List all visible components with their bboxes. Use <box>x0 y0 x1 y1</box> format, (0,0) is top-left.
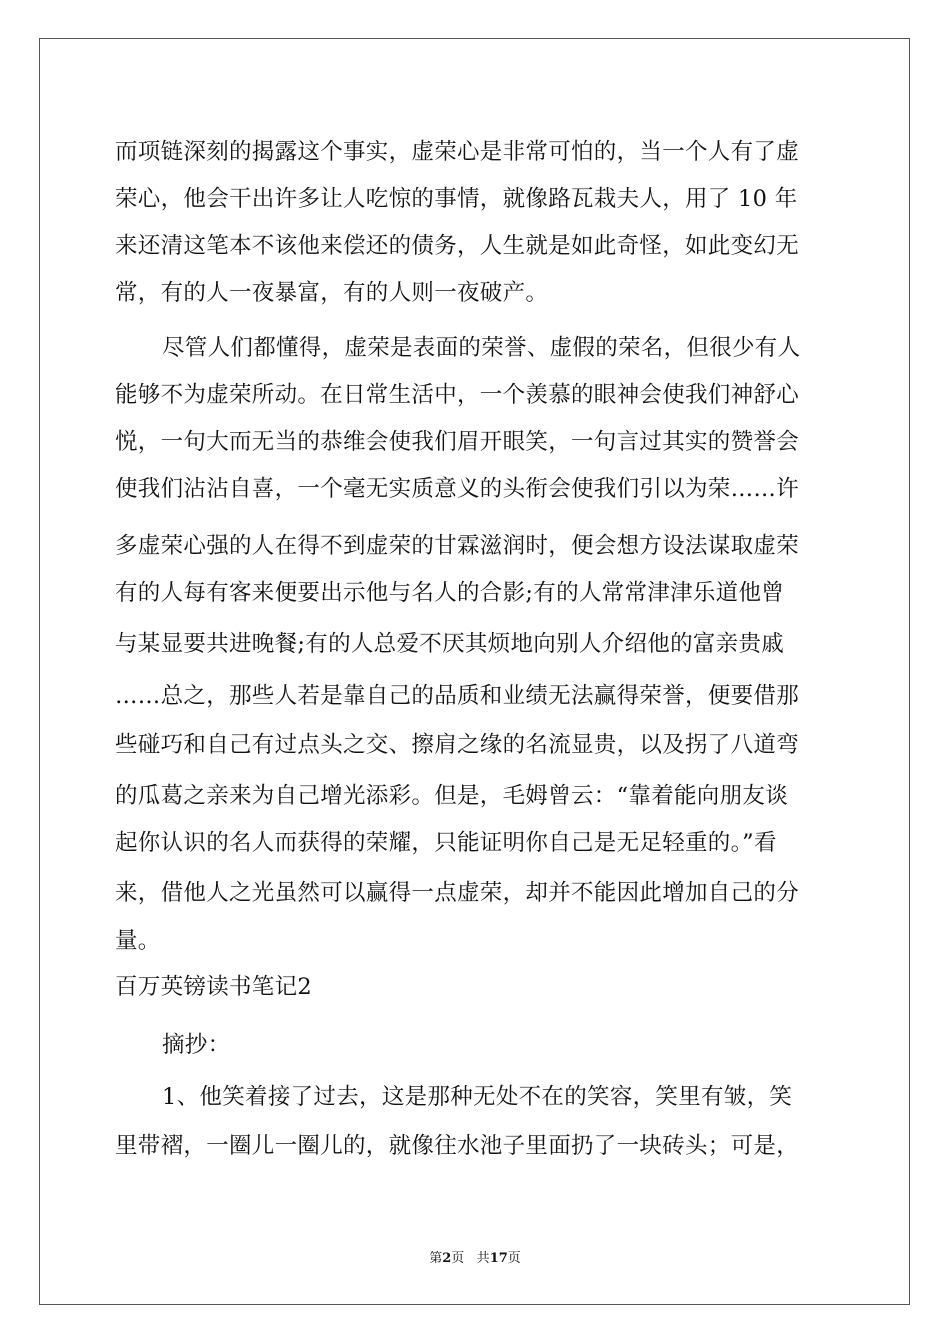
paragraph-line: 悦，一句大而无当的恭维会使我们眉开眼笑，一句言过其实的赞誉会 <box>115 429 800 455</box>
paragraph-line: 荣心，他会干出许多让人吃惊的事情，就像路瓦栽夫人，用了 10 年 <box>115 186 798 212</box>
paragraph-line: 有的人每有客来便要出示他与名人的合影;有的人常常津津乐道他曾 <box>115 580 785 606</box>
paragraph-line: 而项链深刻的揭露这个事实，虚荣心是非常可怕的，当一个人有了虚 <box>115 139 800 165</box>
section-heading: 百万英镑读书笔记2 <box>115 974 313 1000</box>
paragraph-line: 来，借他人之光虽然可以赢得一点虚荣，却并不能因此增加自己的分 <box>115 880 800 906</box>
footer-page-number: 2 <box>442 1251 452 1266</box>
paragraph-line: ……总之，那些人若是靠自己的品质和业绩无法赢得荣誉，便要借那 <box>115 683 800 709</box>
paragraph-line: 的瓜葛之亲来为自己增光添彩。但是，毛姆曾云：“靠着能向朋友谈 <box>115 783 789 809</box>
paragraph-line: 与某显要共进晚餐;有的人总爱不厌其烦地向别人介绍他的富亲贵戚 <box>115 631 785 657</box>
paragraph-line: 摘抄： <box>162 1032 231 1058</box>
paragraph-line: 尽管人们都懂得，虚荣是表面的荣誉、虚假的荣名，但很少有人 <box>162 335 801 361</box>
paragraph-line: 来还清这笔本不该他来偿还的债务，人生就是如此奇怪，如此变幻无 <box>115 233 800 259</box>
page-border <box>39 38 910 1305</box>
page-footer <box>0 1247 950 1266</box>
paragraph-line: 起你认识的名人而获得的荣耀，只能证明你自己是无足轻重的。”看 <box>115 830 777 856</box>
paragraph-line: 量。 <box>115 928 161 954</box>
footer-page-prefix: 第 <box>429 1251 443 1266</box>
footer-total-suffix: 页 <box>507 1251 521 1266</box>
footer-total-pages: 17 <box>489 1251 508 1266</box>
paragraph-line: 多虚荣心强的人在得不到虚荣的甘霖滋润时，便会想方设法谋取虚荣 <box>115 533 800 559</box>
paragraph-line: 1、他笑着接了过去，这是那种无处不在的笑容，笑里有皱，笑 <box>162 1084 793 1110</box>
footer-total-prefix: 共 <box>476 1251 490 1266</box>
footer-page-suffix: 页 <box>451 1251 465 1266</box>
paragraph-line: 能够不为虚荣所动。在日常生活中，一个羡慕的眼神会使我们神舒心 <box>115 382 800 408</box>
paragraph-line: 里带褶，一圈儿一圈儿的，就像往水池子里面扔了一块砖头；可是， <box>115 1133 800 1159</box>
paragraph-line: 使我们沾沾自喜，一个毫无实质意义的头衔会使我们引以为荣……许 <box>115 476 800 502</box>
paragraph-line: 些碰巧和自己有过点头之交、擦肩之缘的名流显贵，以及拐了八道弯 <box>115 732 800 758</box>
paragraph-line: 常，有的人一夜暴富，有的人则一夜破产。 <box>115 280 549 306</box>
